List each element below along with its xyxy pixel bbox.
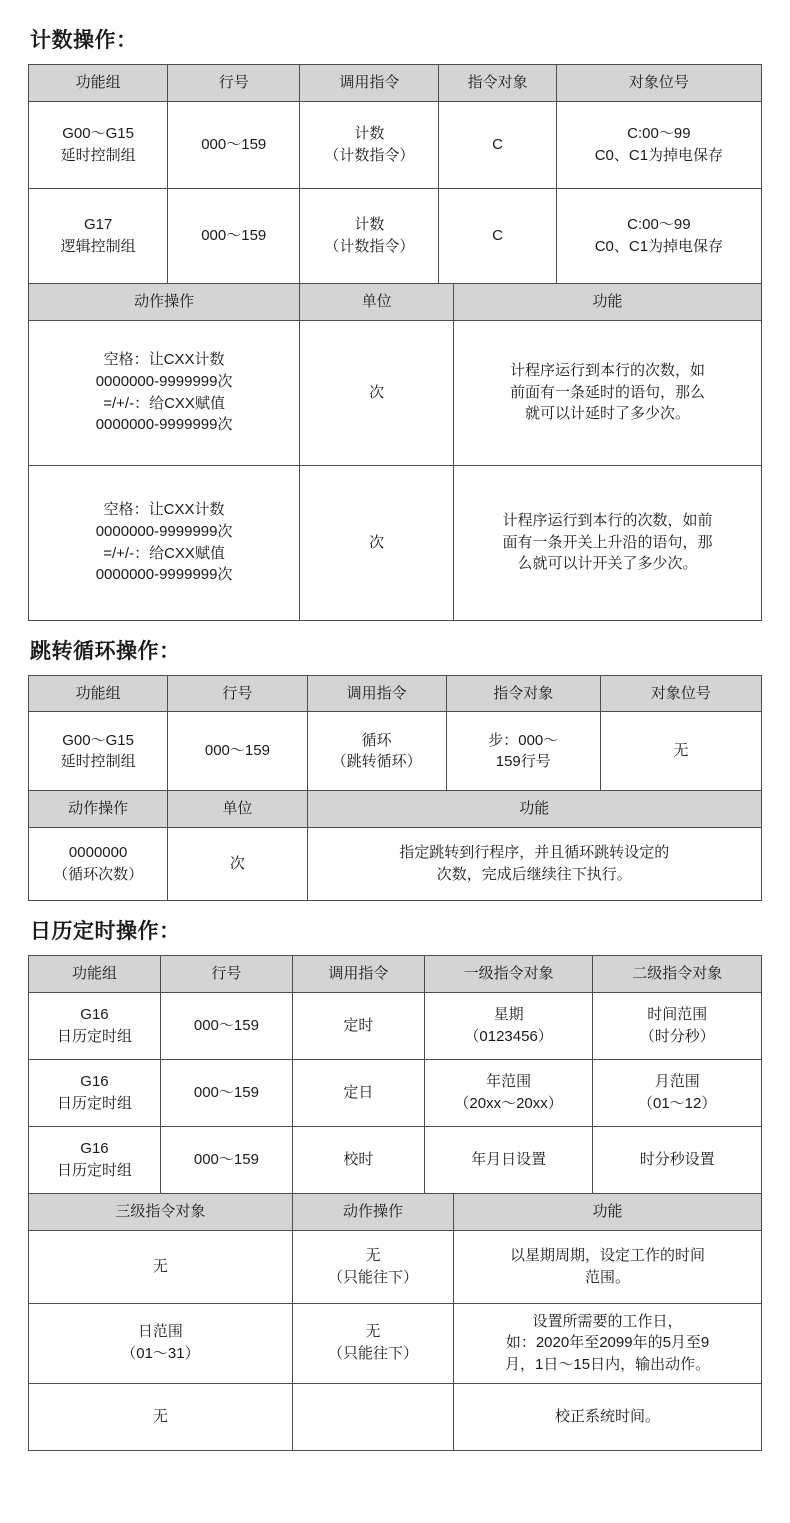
section-title-calendar-timer: 日历定时操作： bbox=[30, 920, 181, 943]
cell-object3: 日范围 （01～31） bbox=[29, 1303, 293, 1383]
cell-bit: 无 bbox=[600, 712, 761, 791]
jump-loop-table-part2 bbox=[28, 790, 762, 901]
cell-call: 定时 bbox=[292, 992, 424, 1059]
table-header-row bbox=[29, 791, 762, 828]
calendar-timer-table-part2 bbox=[28, 1193, 762, 1451]
table-row bbox=[29, 992, 762, 1059]
cell-line: 000～159 bbox=[168, 188, 300, 283]
cell-unit: 次 bbox=[168, 828, 307, 901]
cell-function: 计程序运行到本行的次数，如前 面有一条开关上升沿的语句，那 么就可以计开关了多少次。 bbox=[454, 465, 762, 620]
column-header-line: 行号 bbox=[168, 65, 300, 102]
cell-object3: 无 bbox=[29, 1383, 293, 1450]
column-header-unit: 单位 bbox=[300, 283, 454, 320]
cell-bit: C:00～99 C0、C1为掉电保存 bbox=[556, 101, 761, 188]
table-row bbox=[29, 1059, 762, 1126]
table-header-row bbox=[29, 65, 762, 102]
cell-call: 循环 （跳转循环） bbox=[307, 712, 446, 791]
column-header-group: 功能组 bbox=[29, 675, 168, 712]
column-header-function: 功能 bbox=[454, 1193, 762, 1230]
cell-unit: 次 bbox=[300, 320, 454, 465]
table-row bbox=[29, 465, 762, 620]
table-row bbox=[29, 1303, 762, 1383]
cell-line: 000～159 bbox=[160, 1126, 292, 1193]
table-header-row bbox=[29, 675, 762, 712]
cell-line: 000～159 bbox=[160, 992, 292, 1059]
cell-object2: 月范围 （01～12） bbox=[593, 1059, 762, 1126]
column-header-call: 调用指令 bbox=[300, 65, 439, 102]
column-header-action: 动作操作 bbox=[29, 283, 300, 320]
column-header-object: 指令对象 bbox=[446, 675, 600, 712]
column-header-group: 功能组 bbox=[29, 65, 168, 102]
column-header-line: 行号 bbox=[160, 956, 292, 993]
cell-call: 计数 （计数指令） bbox=[300, 101, 439, 188]
cell-group: G00～G15 延时控制组 bbox=[29, 712, 168, 791]
counting-table-part1 bbox=[28, 64, 762, 284]
table-row bbox=[29, 828, 762, 901]
table-row bbox=[29, 1230, 762, 1303]
cell-function: 校正系统时间。 bbox=[454, 1383, 762, 1450]
cell-action: 0000000 （循环次数） bbox=[29, 828, 168, 901]
column-header-group: 功能组 bbox=[29, 956, 161, 993]
cell-group: G16 日历定时组 bbox=[29, 992, 161, 1059]
cell-action bbox=[292, 1383, 453, 1450]
cell-bit: C:00～99 C0、C1为掉电保存 bbox=[556, 188, 761, 283]
column-header-object3: 三级指令对象 bbox=[29, 1193, 293, 1230]
cell-group: G17 逻辑控制组 bbox=[29, 188, 168, 283]
cell-action: 空格：让CXX计数 0000000-9999999次 =/+/-：给CXX赋值 0000000-9999999次 bbox=[29, 320, 300, 465]
cell-line: 000～159 bbox=[168, 101, 300, 188]
cell-object1: 年月日设置 bbox=[424, 1126, 593, 1193]
column-header-object2: 二级指令对象 bbox=[593, 956, 762, 993]
column-header-call: 调用指令 bbox=[307, 675, 446, 712]
cell-function: 设置所需要的工作日， 如：2020年至2099年的5月至9 月，1日～15日内，输出动作。 bbox=[454, 1303, 762, 1383]
column-header-object1: 一级指令对象 bbox=[424, 956, 593, 993]
cell-group: G00～G15 延时控制组 bbox=[29, 101, 168, 188]
table-header-row bbox=[29, 283, 762, 320]
column-header-action: 动作操作 bbox=[29, 791, 168, 828]
cell-group: G16 日历定时组 bbox=[29, 1126, 161, 1193]
cell-action: 无 （只能往下） bbox=[292, 1230, 453, 1303]
cell-object: C bbox=[439, 101, 556, 188]
cell-object2: 时分秒设置 bbox=[593, 1126, 762, 1193]
table-row bbox=[29, 101, 762, 188]
table-row bbox=[29, 188, 762, 283]
counting-table-part2 bbox=[28, 283, 762, 621]
jump-loop-table-part1 bbox=[28, 675, 762, 792]
calendar-timer-table-part1 bbox=[28, 955, 762, 1194]
cell-action: 空格：让CXX计数 0000000-9999999次 =/+/-：给CXX赋值 0000000-9999999次 bbox=[29, 465, 300, 620]
cell-object1: 年范围 （20xx～20xx） bbox=[424, 1059, 593, 1126]
table-row bbox=[29, 712, 762, 791]
cell-object: C bbox=[439, 188, 556, 283]
section-title-jump-loop: 跳转循环操作： bbox=[30, 639, 181, 663]
cell-object3: 无 bbox=[29, 1230, 293, 1303]
cell-function: 以星期周期，设定工作的时间 范围。 bbox=[454, 1230, 762, 1303]
cell-line: 000～159 bbox=[160, 1059, 292, 1126]
column-header-unit: 单位 bbox=[168, 791, 307, 828]
cell-call: 校时 bbox=[292, 1126, 424, 1193]
table-row bbox=[29, 320, 762, 465]
table-row bbox=[29, 1383, 762, 1450]
column-header-call: 调用指令 bbox=[292, 956, 424, 993]
cell-function: 计程序运行到本行的次数，如 前面有一条延时的语句，那么 就可以计延时了多少次。 bbox=[454, 320, 762, 465]
column-header-bit: 对象位号 bbox=[556, 65, 761, 102]
cell-object: 步：000～ 159行号 bbox=[446, 712, 600, 791]
cell-call: 定日 bbox=[292, 1059, 424, 1126]
cell-unit: 次 bbox=[300, 465, 454, 620]
column-header-line: 行号 bbox=[168, 675, 307, 712]
cell-line: 000～159 bbox=[168, 712, 307, 791]
cell-object2: 时间范围 （时分秒） bbox=[593, 992, 762, 1059]
column-header-function: 功能 bbox=[307, 791, 761, 828]
cell-group: G16 日历定时组 bbox=[29, 1059, 161, 1126]
cell-action: 无 （只能往下） bbox=[292, 1303, 453, 1383]
section-title-counting: 计数操作： bbox=[30, 29, 138, 52]
column-header-bit: 对象位号 bbox=[600, 675, 761, 712]
column-header-action: 动作操作 bbox=[292, 1193, 453, 1230]
table-header-row bbox=[29, 1193, 762, 1230]
cell-function: 指定跳转到行程序，并且循环跳转设定的 次数，完成后继续往下执行。 bbox=[307, 828, 761, 901]
cell-object1: 星期 （0123456） bbox=[424, 992, 593, 1059]
table-row bbox=[29, 1126, 762, 1193]
cell-call: 计数 （计数指令） bbox=[300, 188, 439, 283]
table-header-row bbox=[29, 956, 762, 993]
column-header-function: 功能 bbox=[454, 283, 762, 320]
column-header-object: 指令对象 bbox=[439, 65, 556, 102]
